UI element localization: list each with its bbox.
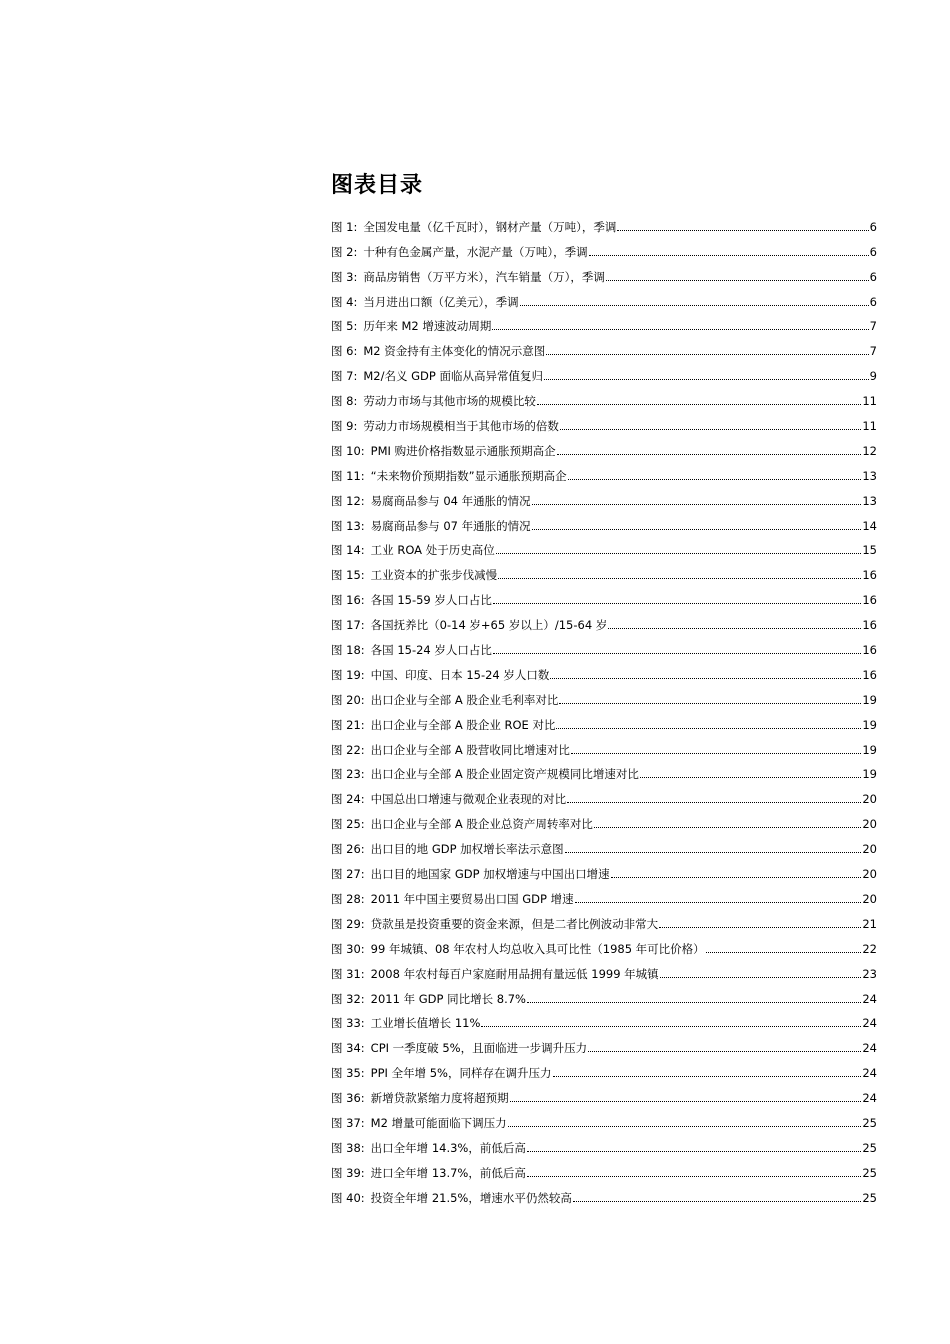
toc-entry-number: 图 24: <box>331 792 365 807</box>
toc-entry-title: 出口企业与全部 A 股企业固定资产规模同比增速对比 <box>370 767 639 782</box>
toc-entry[interactable] <box>331 1007 877 1032</box>
toc-entry-number: 图 21: <box>331 717 365 732</box>
toc-entry-page-number: 6 <box>869 219 877 234</box>
toc-dot-leader <box>481 1026 861 1027</box>
toc-entry-title: 历年来 M2 增速波动周期 <box>363 319 492 334</box>
toc-entry-title: 工业增长值增长 11% <box>370 1016 481 1031</box>
toc-entry-page-number: 11 <box>862 419 877 434</box>
toc-entry-page-number: 16 <box>862 643 877 658</box>
toc-entry-title: 2008 年农村每百户家庭耐用品拥有量远低 1999 年城镇 <box>370 966 659 981</box>
toc-entry-page-number: 24 <box>862 1066 877 1081</box>
toc-entry[interactable] <box>331 1031 877 1056</box>
toc-entry-page-number: 24 <box>862 1016 877 1031</box>
toc-entry[interactable] <box>331 310 877 335</box>
toc-dot-leader <box>532 529 862 530</box>
toc-entry-title: 劳动力市场与其他市场的规模比较 <box>363 394 536 409</box>
toc-entry-page-number: 9 <box>869 369 877 384</box>
toc-entry-title: 劳动力市场规模相当于其他市场的倍数 <box>363 419 559 434</box>
toc-entry-title: 各国 15-24 岁人口占比 <box>370 643 492 658</box>
toc-dot-leader <box>553 1076 862 1077</box>
toc-entry-page-number: 6 <box>869 294 877 309</box>
toc-entry-number: 图 37: <box>331 1115 365 1130</box>
toc-entry-number: 图 10: <box>331 443 365 458</box>
toc-entry-number: 图 18: <box>331 643 365 658</box>
toc-entry-number: 图 39: <box>331 1165 365 1180</box>
toc-list <box>331 210 877 1206</box>
toc-entry[interactable] <box>331 359 877 384</box>
toc-entry-number: 图 22: <box>331 742 365 757</box>
toc-entry[interactable] <box>331 708 877 733</box>
toc-entry-page-number: 24 <box>862 991 877 1006</box>
toc-entry-title: 出口企业与全部 A 股企业总资产周转率对比 <box>370 817 593 832</box>
toc-entry-title: 中国总出口增速与微观企业表现的对比 <box>370 792 567 807</box>
toc-dot-leader <box>594 827 862 828</box>
toc-entry[interactable] <box>331 384 877 409</box>
toc-entry[interactable] <box>331 334 877 359</box>
toc-entry-number: 图 29: <box>331 916 365 931</box>
toc-entry-page-number: 24 <box>862 1091 877 1106</box>
toc-entry-title: 商品房销售（万平方米），汽车销量（万），季调 <box>363 269 605 284</box>
toc-entry-page-number: 6 <box>869 244 877 259</box>
toc-dot-leader <box>567 802 861 803</box>
toc-dot-leader <box>640 777 862 778</box>
toc-entry-title: 进口全年增 13.7%，前低后高 <box>370 1165 526 1180</box>
toc-entry[interactable] <box>331 210 877 235</box>
toc-entry-number: 图 11: <box>331 468 365 483</box>
toc-entry[interactable] <box>331 733 877 758</box>
toc-dot-leader <box>589 255 869 256</box>
toc-entry[interactable] <box>331 285 877 310</box>
toc-entry-page-number: 16 <box>862 618 877 633</box>
toc-entry[interactable] <box>331 1106 877 1131</box>
toc-dot-leader <box>544 379 869 380</box>
toc-entry-number: 图 34: <box>331 1041 365 1056</box>
toc-entry-number: 图 23: <box>331 767 365 782</box>
toc-dot-leader <box>556 728 861 729</box>
toc-entry[interactable] <box>331 633 877 658</box>
toc-entry-page-number: 6 <box>869 269 877 284</box>
toc-entry-number: 图 2: <box>331 244 358 259</box>
toc-entry-title: 中国、印度、日本 15-24 岁人口数 <box>370 667 550 682</box>
toc-entry-title: 当月进出口额（亿美元），季调 <box>363 294 519 309</box>
toc-entry-page-number: 19 <box>862 742 877 757</box>
toc-dot-leader <box>493 653 861 654</box>
toc-entry-title: 易腐商品参与 07 年通胀的情况 <box>370 518 531 533</box>
toc-entry[interactable] <box>331 409 877 434</box>
toc-entry-page-number: 20 <box>862 842 877 857</box>
toc-entry[interactable] <box>331 583 877 608</box>
toc-entry-title: 十种有色金属产量，水泥产量（万吨），季调 <box>363 244 588 259</box>
toc-entry[interactable] <box>331 907 877 932</box>
toc-dot-leader <box>527 1002 861 1003</box>
toc-entry-number: 图 7: <box>331 369 358 384</box>
toc-dot-leader <box>557 454 862 455</box>
toc-entry-number: 图 40: <box>331 1190 365 1205</box>
toc-dot-leader <box>527 1151 862 1152</box>
toc-title: 图表目录 <box>331 172 424 198</box>
toc-dot-leader <box>706 952 862 953</box>
toc-entry[interactable] <box>331 1081 877 1106</box>
toc-entry-number: 图 13: <box>331 518 365 533</box>
toc-entry-number: 图 9: <box>331 419 358 434</box>
toc-entry-title: 出口企业与全部 A 股企业毛利率对比 <box>370 692 559 707</box>
toc-entry-number: 图 25: <box>331 817 365 832</box>
toc-entry-page-number: 20 <box>862 792 877 807</box>
toc-entry-title: 各国抚养比（0-14 岁+65 岁以上）/15-64 岁 <box>370 618 608 633</box>
toc-entry[interactable] <box>331 658 877 683</box>
toc-entry[interactable] <box>331 782 877 807</box>
toc-entry[interactable] <box>331 807 877 832</box>
toc-entry-title: 2011 年 GDP 同比增长 8.7% <box>370 991 526 1006</box>
toc-entry-page-number: 25 <box>862 1190 877 1205</box>
toc-entry-number: 图 36: <box>331 1091 365 1106</box>
toc-entry-title: M2/名义 GDP 面临从高异常值复归 <box>363 369 543 384</box>
toc-dot-leader <box>573 1201 862 1202</box>
toc-entry[interactable] <box>331 534 877 559</box>
toc-entry-number: 图 12: <box>331 493 365 508</box>
toc-entry-number: 图 5: <box>331 319 358 334</box>
toc-entry-title: 各国 15-59 岁人口占比 <box>370 593 492 608</box>
toc-entry[interactable] <box>331 608 877 633</box>
toc-entry-title: PPI 全年增 5%，同样存在调升压力 <box>370 1066 552 1081</box>
toc-entry[interactable] <box>331 957 877 982</box>
toc-entry-title: 工业资本的扩张步伐减慢 <box>370 568 498 583</box>
toc-entry-number: 图 32: <box>331 991 365 1006</box>
toc-entry-title: 99 年城镇、08 年农村人均总收入具可比性（1985 年可比价格） <box>370 941 705 956</box>
toc-entry-page-number: 20 <box>862 817 877 832</box>
toc-entry-title: PMI 购进价格指数显示通胀预期高企 <box>370 443 556 458</box>
toc-entry-page-number: 20 <box>862 891 877 906</box>
toc-entry[interactable] <box>331 1056 877 1081</box>
toc-entry-number: 图 35: <box>331 1066 365 1081</box>
toc-dot-leader <box>659 927 861 928</box>
toc-dot-leader <box>608 628 861 629</box>
toc-entry-number: 图 30: <box>331 941 365 956</box>
toc-dot-leader <box>546 354 868 355</box>
toc-dot-leader <box>559 703 861 704</box>
toc-entry-page-number: 7 <box>869 319 877 334</box>
toc-entry-number: 图 27: <box>331 867 365 882</box>
toc-entry[interactable] <box>331 459 877 484</box>
toc-entry-page-number: 22 <box>862 941 877 956</box>
toc-entry-title: 2011 年中国主要贸易出口国 GDP 增速 <box>370 891 574 906</box>
toc-entry-page-number: 7 <box>869 344 877 359</box>
toc-entry[interactable] <box>331 683 877 708</box>
toc-dot-leader <box>560 429 862 430</box>
toc-entry-page-number: 25 <box>862 1115 877 1130</box>
toc-entry-number: 图 17: <box>331 618 365 633</box>
toc-dot-leader <box>588 1051 861 1052</box>
toc-entry-number: 图 26: <box>331 842 365 857</box>
toc-entry-title: 投资全年增 21.5%，增速水平仍然较高 <box>370 1190 572 1205</box>
toc-entry-page-number: 16 <box>862 568 877 583</box>
toc-entry[interactable] <box>331 1131 877 1156</box>
toc-entry[interactable] <box>331 260 877 285</box>
toc-dot-leader <box>660 977 862 978</box>
toc-dot-leader <box>611 877 862 878</box>
toc-entry-page-number: 14 <box>862 518 877 533</box>
toc-entry[interactable] <box>331 235 877 260</box>
toc-entry[interactable] <box>331 484 877 509</box>
toc-dot-leader <box>532 504 862 505</box>
toc-entry-number: 图 1: <box>331 219 358 234</box>
toc-entry-title: 易腐商品参与 04 年通胀的情况 <box>370 493 531 508</box>
toc-entry-number: 图 15: <box>331 568 365 583</box>
toc-entry-page-number: 13 <box>862 468 877 483</box>
toc-dot-leader <box>575 902 862 903</box>
toc-entry[interactable] <box>331 558 877 583</box>
toc-entry[interactable] <box>331 857 877 882</box>
toc-entry-page-number: 16 <box>862 667 877 682</box>
toc-dot-leader <box>571 753 862 754</box>
toc-entry-number: 图 33: <box>331 1016 365 1031</box>
toc-entry-page-number: 15 <box>862 543 877 558</box>
toc-dot-leader <box>510 1101 862 1102</box>
toc-entry-title: 全国发电量（亿千瓦时），钢材产量（万吨），季调 <box>363 219 617 234</box>
toc-entry-number: 图 4: <box>331 294 358 309</box>
toc-entry-page-number: 20 <box>862 867 877 882</box>
toc-dot-leader <box>496 553 862 554</box>
toc-entry[interactable] <box>331 758 877 783</box>
toc-entry-number: 图 3: <box>331 269 358 284</box>
toc-entry-title: 出口企业与全部 A 股企业 ROE 对比 <box>370 717 556 732</box>
toc-entry[interactable] <box>331 832 877 857</box>
toc-entry-number: 图 14: <box>331 543 365 558</box>
toc-entry-title: 出口全年增 14.3%，前低后高 <box>370 1140 526 1155</box>
toc-entry[interactable] <box>331 1156 877 1181</box>
toc-entry-title: M2 增量可能面临下调压力 <box>370 1115 507 1130</box>
toc-entry-title: CPI 一季度破 5%，且面临进一步调升压力 <box>370 1041 588 1056</box>
toc-entry-page-number: 11 <box>862 394 877 409</box>
toc-entry-page-number: 23 <box>862 966 877 981</box>
toc-dot-leader <box>493 603 861 604</box>
toc-entry-title: 工业 ROA 处于历史高位 <box>370 543 495 558</box>
toc-entry-number: 图 28: <box>331 891 365 906</box>
toc-dot-leader <box>498 578 861 579</box>
toc-dot-leader <box>606 280 869 281</box>
toc-entry-page-number: 16 <box>862 593 877 608</box>
toc-entry-page-number: 19 <box>862 767 877 782</box>
toc-entry[interactable] <box>331 982 877 1007</box>
toc-entry-page-number: 12 <box>862 443 877 458</box>
toc-dot-leader <box>492 329 868 330</box>
toc-dot-leader <box>565 852 862 853</box>
toc-entry[interactable] <box>331 1181 877 1206</box>
toc-entry-title: 新增贷款紧缩力度将超预期 <box>370 1091 509 1106</box>
toc-entry-page-number: 21 <box>862 916 877 931</box>
toc-entry-page-number: 19 <box>862 692 877 707</box>
toc-entry-number: 图 19: <box>331 667 365 682</box>
toc-dot-leader <box>537 404 862 405</box>
toc-dot-leader <box>508 1126 862 1127</box>
toc-entry-title: 出口目的地国家 GDP 加权增速与中国出口增速 <box>370 867 610 882</box>
toc-entry-title: 出口企业与全部 A 股营收同比增速对比 <box>370 742 570 757</box>
toc-dot-leader <box>617 230 868 231</box>
toc-entry-number: 图 16: <box>331 593 365 608</box>
toc-dot-leader <box>527 1176 862 1177</box>
toc-entry-number: 图 8: <box>331 394 358 409</box>
toc-entry-number: 图 6: <box>331 344 358 359</box>
toc-entry-page-number: 13 <box>862 493 877 508</box>
toc-dot-leader <box>568 479 862 480</box>
toc-entry[interactable] <box>331 509 877 534</box>
toc-entry-number: 图 20: <box>331 692 365 707</box>
toc-entry-page-number: 24 <box>862 1041 877 1056</box>
toc-entry-number: 图 31: <box>331 966 365 981</box>
toc-entry[interactable] <box>331 434 877 459</box>
toc-entry[interactable] <box>331 882 877 907</box>
toc-dot-leader <box>550 678 861 679</box>
toc-entry-number: 图 38: <box>331 1140 365 1155</box>
toc-entry-page-number: 19 <box>862 717 877 732</box>
toc-entry-title: “未来物价预期指数”显示通胀预期高企 <box>370 468 567 483</box>
toc-entry-title: 贷款虽是投资重要的资金来源，但是二者比例波动非常大 <box>370 916 659 931</box>
toc-entry[interactable] <box>331 932 877 957</box>
toc-entry-page-number: 25 <box>862 1165 877 1180</box>
toc-entry-title: M2 资金持有主体变化的情况示意图 <box>363 344 546 359</box>
toc-entry-title: 出口目的地 GDP 加权增长率法示意图 <box>370 842 564 857</box>
toc-entry-page-number: 25 <box>862 1140 877 1155</box>
toc-dot-leader <box>520 305 869 306</box>
